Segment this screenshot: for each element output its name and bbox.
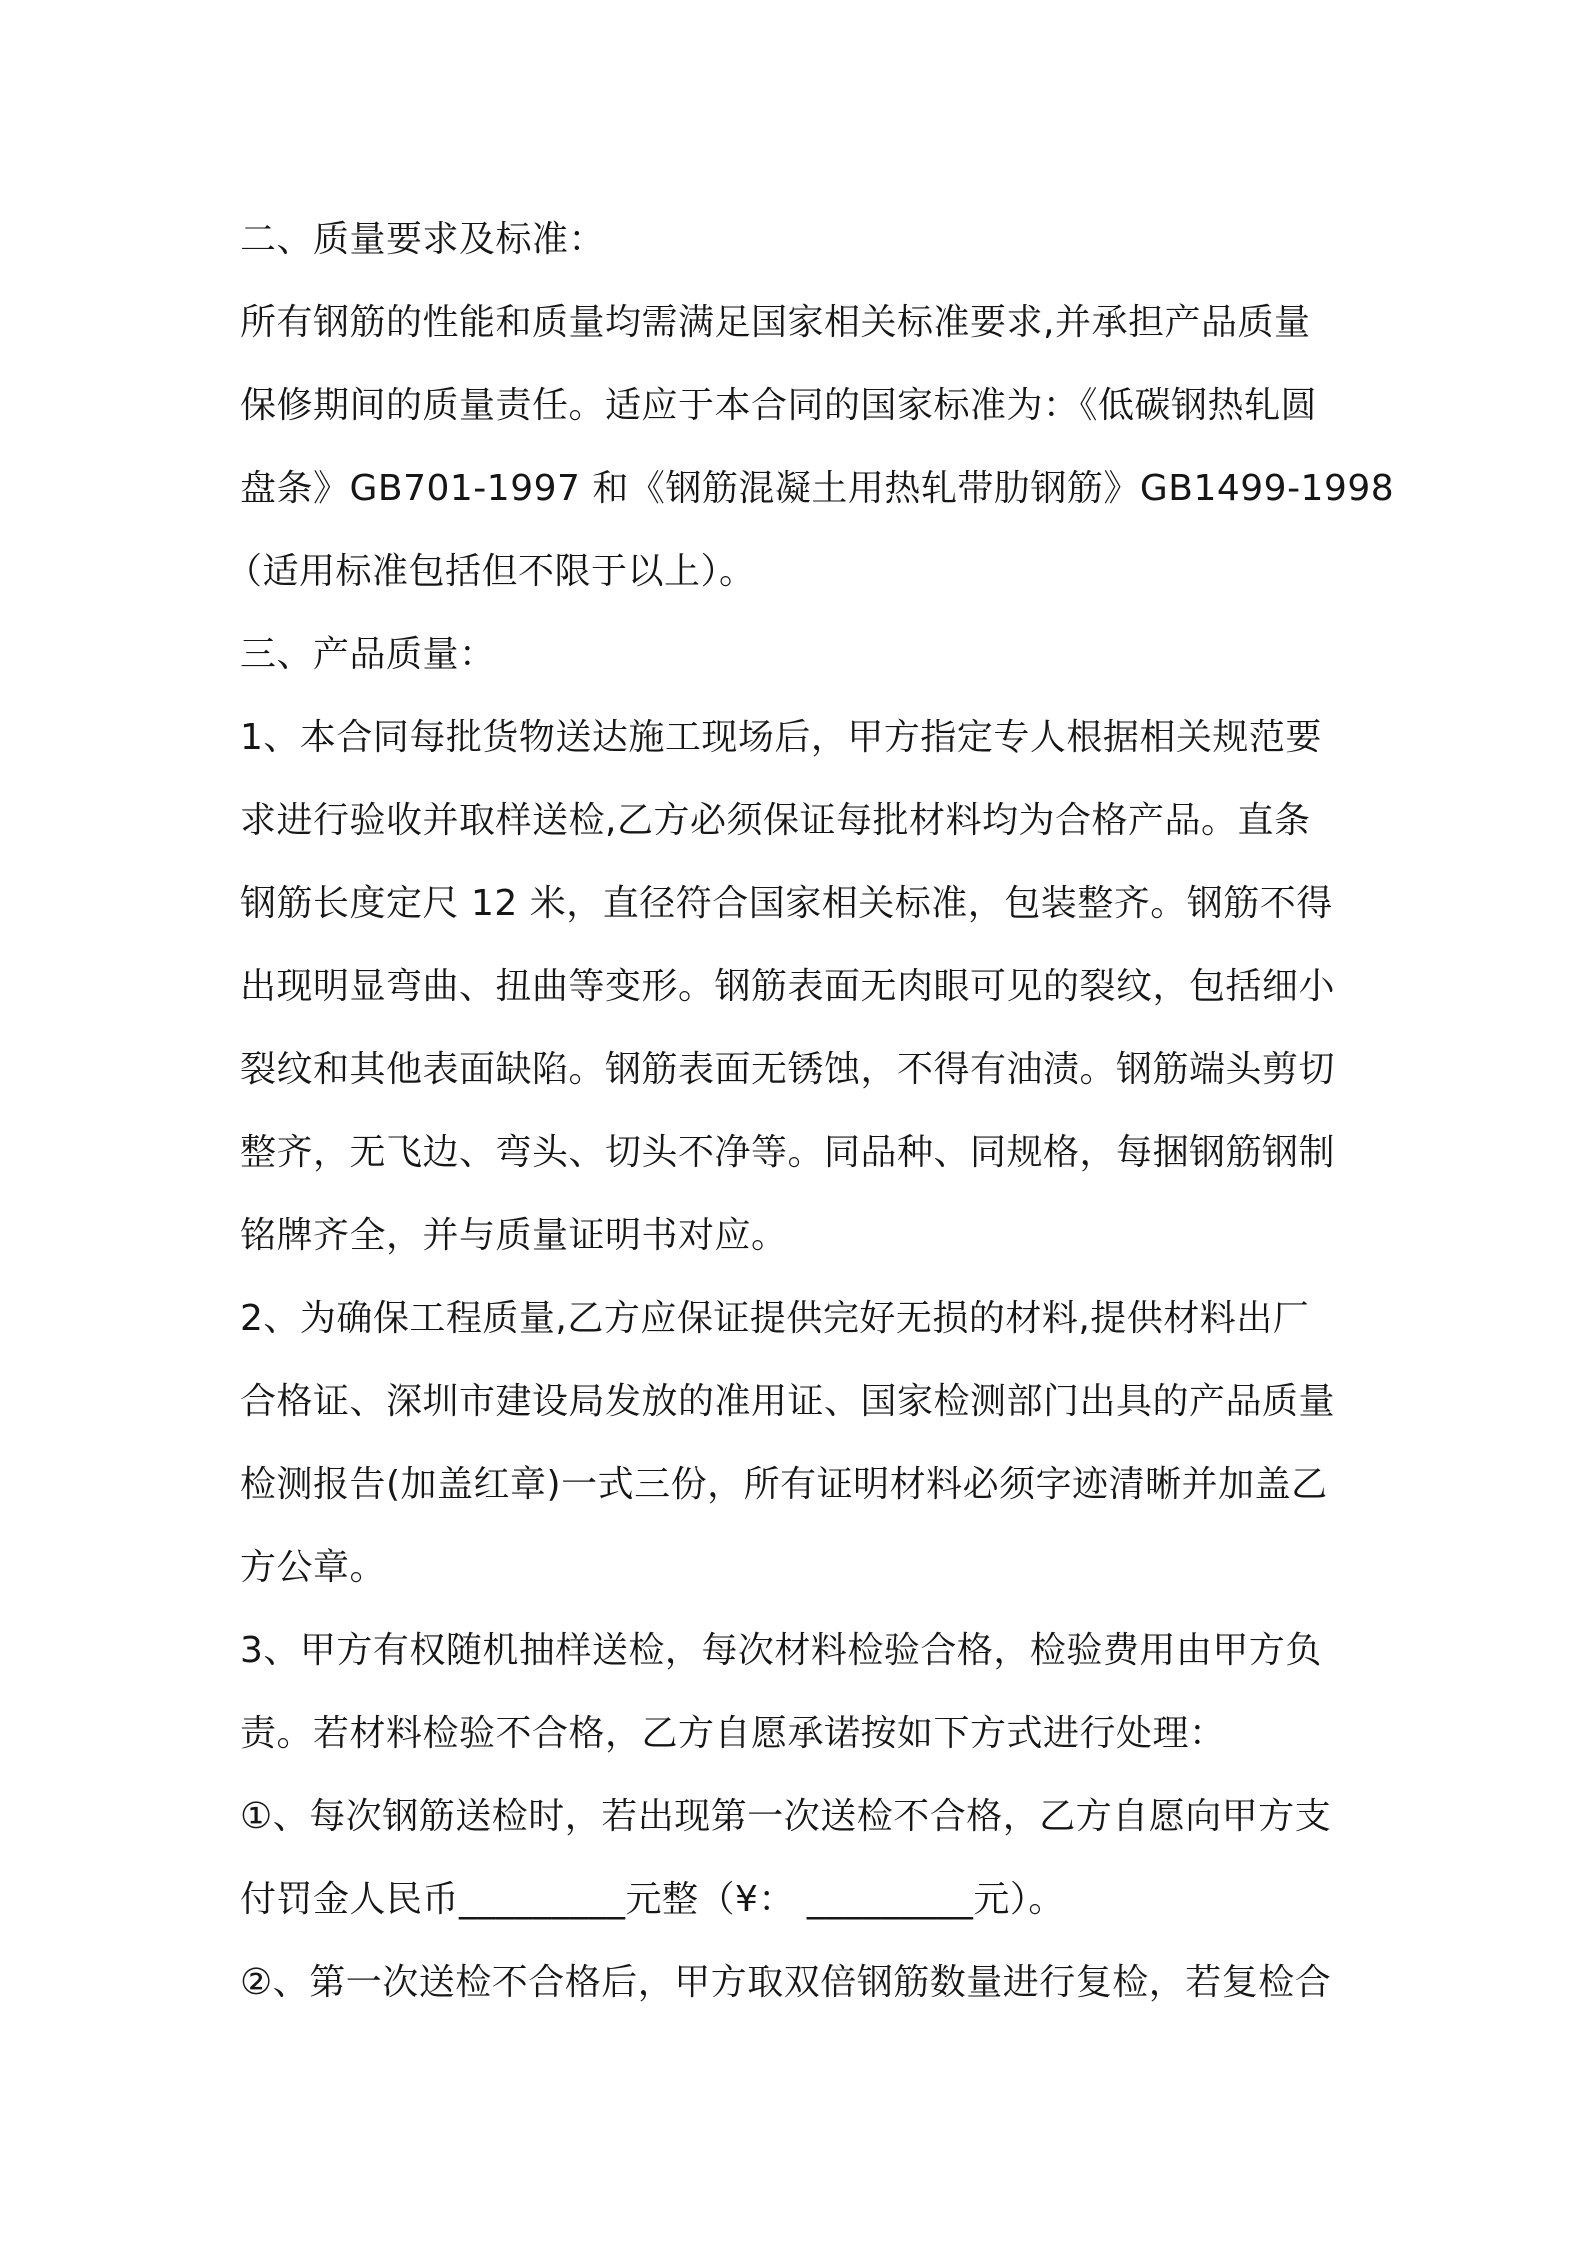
paragraph-line: 方公章。	[240, 1547, 387, 1588]
paragraph-line: ①、每次钢筋送检时，若出现第一次送检不合格，乙方自愿向甲方支	[240, 1796, 1332, 1837]
paragraph-line: 检测报告(加盖红章)一式三份，所有证明材料必须字迹清晰并加盖乙	[240, 1464, 1328, 1505]
document-body	[226, 198, 1395, 2024]
paragraph-line: 1、本合同每批货物送达施工现场后，甲方指定专人根据相关规范要	[240, 717, 1322, 758]
paragraph-line: 合格证、深圳市建设局发放的准用证、国家检测部门出具的产品质量	[240, 1381, 1336, 1422]
paragraph-line: 所有钢筋的性能和质量均需满足国家相关标准要求,并承担产品质量	[240, 302, 1311, 343]
paragraph-line: 裂纹和其他表面缺陷。钢筋表面无锈蚀，不得有油渍。钢筋端头剪切	[240, 1049, 1336, 1090]
paragraph-line: 出现明显弯曲、扭曲等变形。钢筋表面无肉眼可见的裂纹，包括细小	[240, 966, 1336, 1007]
paragraph-line: 保修期间的质量责任。适应于本合同的国家标准为：《低碳钢热轧圆	[240, 385, 1318, 426]
section-heading-quality-standards: 二、质量要求及标准：	[240, 219, 606, 260]
paragraph-line: 付罚金人民币_________元整（¥： _________元）。	[240, 1879, 1065, 1920]
section-heading-product-quality: 三、产品质量：	[240, 634, 496, 675]
paragraph-line: 铭牌齐全，并与质量证明书对应。	[240, 1215, 788, 1256]
paragraph-line: 责。若材料检验不合格，乙方自愿承诺按如下方式进行处理：	[240, 1713, 1226, 1754]
paragraph-line: （适用标准包括但不限于以上）。	[226, 551, 756, 592]
paragraph-line: 整齐，无飞边、弯头、切头不净等。同品种、同规格，每捆钢筋钢制	[240, 1132, 1336, 1173]
paragraph-line: 盘条》GB701-1997 和《钢筋混凝土用热轧带肋钢筋》GB1499-1998	[240, 468, 1395, 509]
paragraph-line: 2、为确保工程质量,乙方应保证提供完好无损的材料,提供材料出厂	[240, 1298, 1310, 1339]
paragraph-line: 求进行验收并取样送检,乙方必须保证每批材料均为合格产品。直条	[240, 800, 1311, 841]
paragraph-line: 钢筋长度定尺 12 米，直径符合国家相关标准，包装整齐。钢筋不得	[240, 883, 1333, 924]
paragraph-line: 3、甲方有权随机抽样送检，每次材料检验合格，检验费用由甲方负	[240, 1630, 1322, 1671]
paragraph-line: ②、第一次送检不合格后，甲方取双倍钢筋数量进行复检，若复检合	[240, 1962, 1332, 2003]
